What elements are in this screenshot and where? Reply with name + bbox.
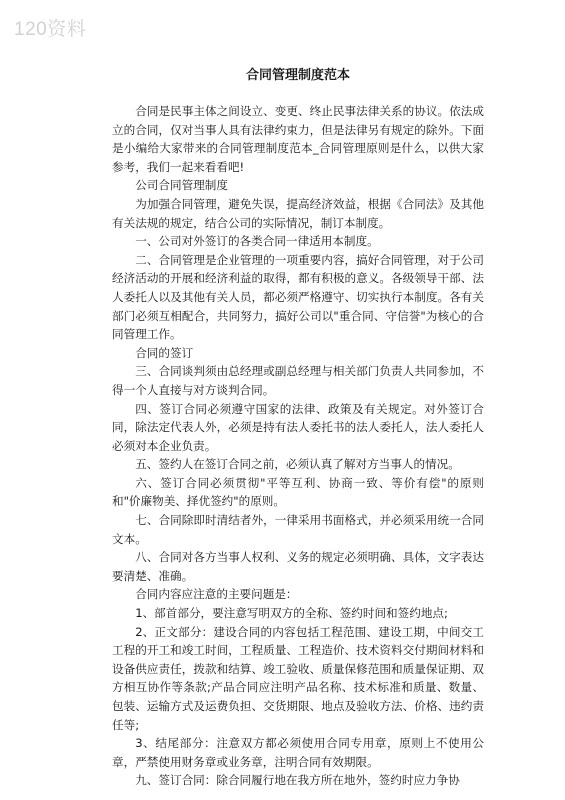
clause-3: 三、合同谈判须由总经理或副总经理与相关部门负责人共同参加，不得一个人直接与对方谈判合同。 xyxy=(112,364,484,397)
paragraph: 为加强合同管理，避免失误，提高经济效益，根据《合同法》及其他有关法规的规定，结合公司的实际情况，制订本制度。 xyxy=(112,196,484,230)
list-item-3: 3、结尾部分：注意双方都必须使用合同专用章，原则上不使用公章，严禁使用财务章或业务章，注明合同有效期限。 xyxy=(112,736,484,769)
watermark-logo: 120资料 xyxy=(14,19,87,40)
list-item-1: 1、部首部分，要注意写明双方的全称、签约时间和签约地点; xyxy=(135,606,448,621)
clause-4: 四、签订合同必须遵守国家的法律、政策及有关规定。对外签订合同，除法定代表人外，必须是持有法人委托书的法人委托人，法人委托人必须对本企业负责。 xyxy=(112,401,484,453)
clause-5: 五、签约人在签订合同之前，必须认真了解对方当事人的情况。 xyxy=(135,457,460,472)
section-heading: 合同内容应注意的主要问题是： xyxy=(135,587,298,602)
clause-8: 八、合同对各方当事人权利、义务的规定必须明确、具体，文字表达要清楚、准确。 xyxy=(112,550,484,583)
section-heading: 合同的签订 xyxy=(135,345,194,360)
document-body xyxy=(112,68,484,790)
section-heading: 公司合同管理制度 xyxy=(135,178,228,193)
clause-1: 一、公司对外签订的各类合同一律适用本制度。 xyxy=(135,234,379,249)
document-title: 合同管理制度范本 xyxy=(245,68,350,83)
intro-paragraph: 合同是民事主体之间设立、变更、终止民事法律关系的协议。依法成立的合同，仅对当事人具有法律约束力，但是法律另有规定的除外。下面是小编给大家带来的合同管理制度范本_合同管理原则是什么，以供大家参考，我们一起来看看吧! xyxy=(112,104,484,174)
list-item-2: 2、正文部分：建设合同的内容包括工程范围、建设工期，中间交工工程的开工和竣工时间，工程质量、工程造价、技术资料交付期间材料和设备供应责任，拨款和结算、竣工验收、质量保修范围和质量保证期、双方相互协作等条款;产品合同应注明产品名称、技术标准和质量、数量、包装、运输方式及运费负担、交货期限、地点及验收方法、价格、违约责任等; xyxy=(112,624,484,732)
clause-2: 二、合同管理是企业管理的一项重要内容，搞好合同管理，对于公司经济活动的开展和经济利益的取得，都有积极的意义。各级领导干部、法人委托人以及其他有关人员，都必须严格遵守、切实执行本制度。各有关部门必须互相配合，共同努力，搞好公司以"重合同、守信誉"为核心的合同管理工作。 xyxy=(112,252,484,342)
clause-9: 九、签订合同：除合同履行地在我方所在地外，签约时应力争协 xyxy=(135,773,460,788)
clause-6: 六、签订合同必须贯彻"平等互利、协商一致、等价有偿"的原则和"价廉物美、择优签约"的原则。 xyxy=(112,475,484,509)
clause-7: 七、合同除即时清结者外，一律采用书面格式，并必须采用统一合同文本。 xyxy=(112,513,484,546)
